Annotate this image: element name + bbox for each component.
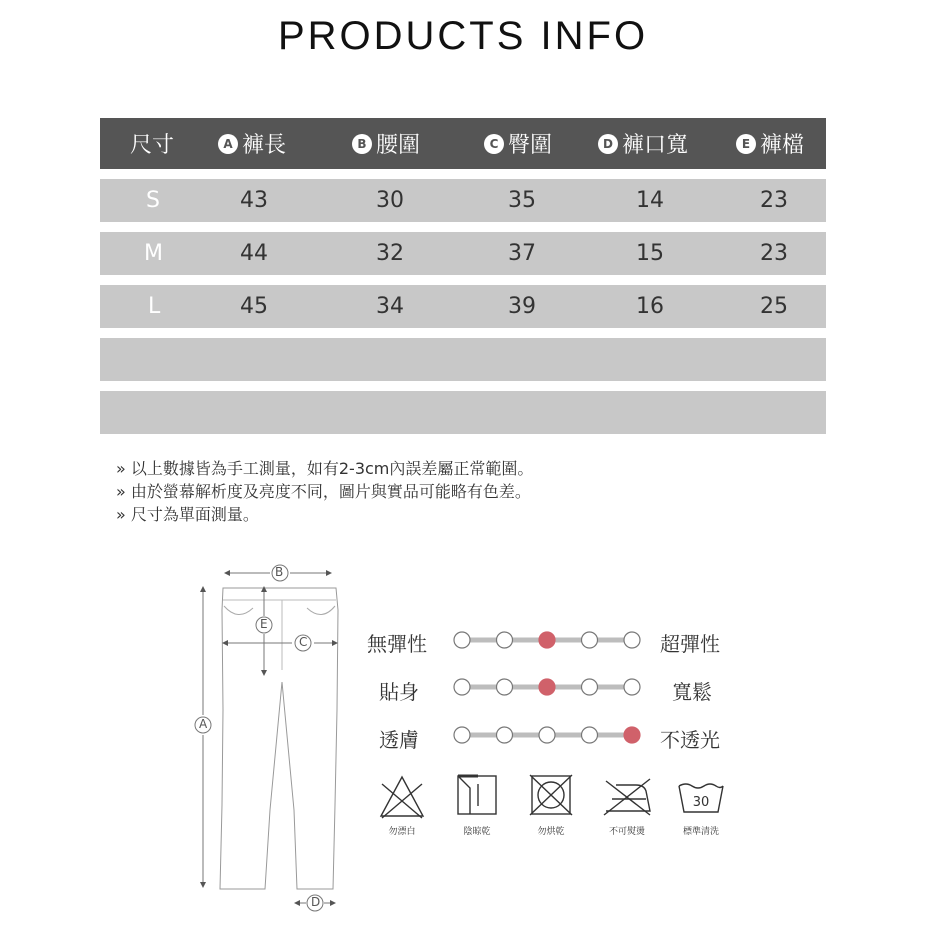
value-cell: 43: [240, 188, 268, 213]
scale-dot: [454, 727, 470, 743]
scale-left-label: 貼身: [379, 680, 419, 704]
care-label: 勿烘乾: [537, 827, 565, 837]
scale-dot: [582, 679, 598, 695]
scale-dot-active: [539, 679, 555, 695]
size-table: [100, 118, 826, 434]
wash-temp: 30: [692, 795, 710, 810]
page-title: PRODUCTS INFO: [277, 14, 649, 58]
notes: [116, 457, 533, 526]
table-row: [100, 232, 826, 275]
value-cell: 30: [376, 188, 404, 213]
size-cell: M: [144, 241, 163, 266]
wash-30-icon: [676, 780, 726, 814]
marker-d: D: [598, 134, 618, 154]
scale-left-label: 無彈性: [367, 632, 427, 656]
scale-dot: [497, 679, 513, 695]
pants-diagram: [190, 560, 350, 920]
scale-track: [452, 724, 642, 746]
scale-dot: [624, 679, 640, 695]
scale-dot: [582, 727, 598, 743]
label-e: E: [260, 617, 268, 631]
scale-dot-active: [539, 632, 555, 648]
label-d: D: [311, 895, 321, 909]
value-cell: 45: [240, 294, 268, 319]
table-row: [100, 285, 826, 328]
header-hem: D 褲口寬: [598, 128, 688, 159]
value-cell: 23: [760, 188, 788, 213]
table-row-empty: [100, 391, 826, 434]
marker-a: A: [218, 134, 238, 154]
value-cell: 37: [508, 241, 536, 266]
value-cell: 39: [508, 294, 536, 319]
label-a: A: [199, 717, 208, 731]
size-cell: S: [146, 188, 160, 213]
header-rise: E 褲檔: [736, 128, 804, 159]
table-row-empty: [100, 338, 826, 381]
scale-dot: [624, 632, 640, 648]
marker-b: B: [352, 134, 372, 154]
size-cell: L: [148, 294, 161, 319]
value-cell: 32: [376, 241, 404, 266]
scale-dot: [497, 727, 513, 743]
header-waist: B 腰圍: [352, 128, 420, 159]
note-line: » 以上數據皆為手工測量，如有2-3cm內誤差屬正常範圍。: [116, 459, 534, 478]
header-length: A 褲長: [218, 128, 286, 159]
care-label: 勿漂白: [388, 827, 416, 837]
marker-e: E: [736, 134, 756, 154]
value-cell: 35: [508, 188, 536, 213]
value-cell: 15: [636, 241, 664, 266]
table-header: [100, 118, 826, 169]
note-line: » 由於螢幕解析度及亮度不同，圖片與實品可能略有色差。: [116, 482, 531, 501]
table-row: [100, 179, 826, 222]
scale-dot-active: [624, 727, 640, 743]
scale-right-label: 不透光: [660, 728, 720, 752]
marker-c: C: [484, 134, 504, 154]
label-c: C: [299, 635, 308, 649]
scale-dot: [454, 679, 470, 695]
value-cell: 23: [760, 241, 788, 266]
label-b: B: [275, 565, 284, 579]
note-line: » 尺寸為單面測量。: [116, 505, 259, 524]
scale-dot: [454, 632, 470, 648]
no-bleach-icon: [378, 774, 426, 820]
scale-track: [452, 629, 642, 651]
scale-dot: [497, 632, 513, 648]
care-label: 不可熨燙: [608, 827, 645, 837]
care-label: 陰晾乾: [463, 827, 491, 837]
header-size: 尺寸: [130, 133, 175, 158]
scale-right-label: 超彈性: [660, 632, 720, 656]
value-cell: 25: [760, 294, 788, 319]
care-label: 標準清洗: [682, 827, 719, 837]
value-cell: 44: [240, 241, 268, 266]
shade-dry-icon: [456, 774, 498, 816]
value-cell: 16: [636, 294, 664, 319]
scale-left-label: 透膚: [379, 728, 419, 752]
scale-right-label: 寬鬆: [672, 680, 712, 704]
value-cell: 14: [636, 188, 664, 213]
header-hip: C 臀圍: [484, 128, 552, 159]
no-iron-icon: [600, 775, 654, 817]
scale-track: [452, 676, 642, 698]
scale-dot: [582, 632, 598, 648]
no-tumble-dry-icon: [528, 773, 574, 817]
value-cell: 34: [376, 294, 404, 319]
scale-dot: [539, 727, 555, 743]
